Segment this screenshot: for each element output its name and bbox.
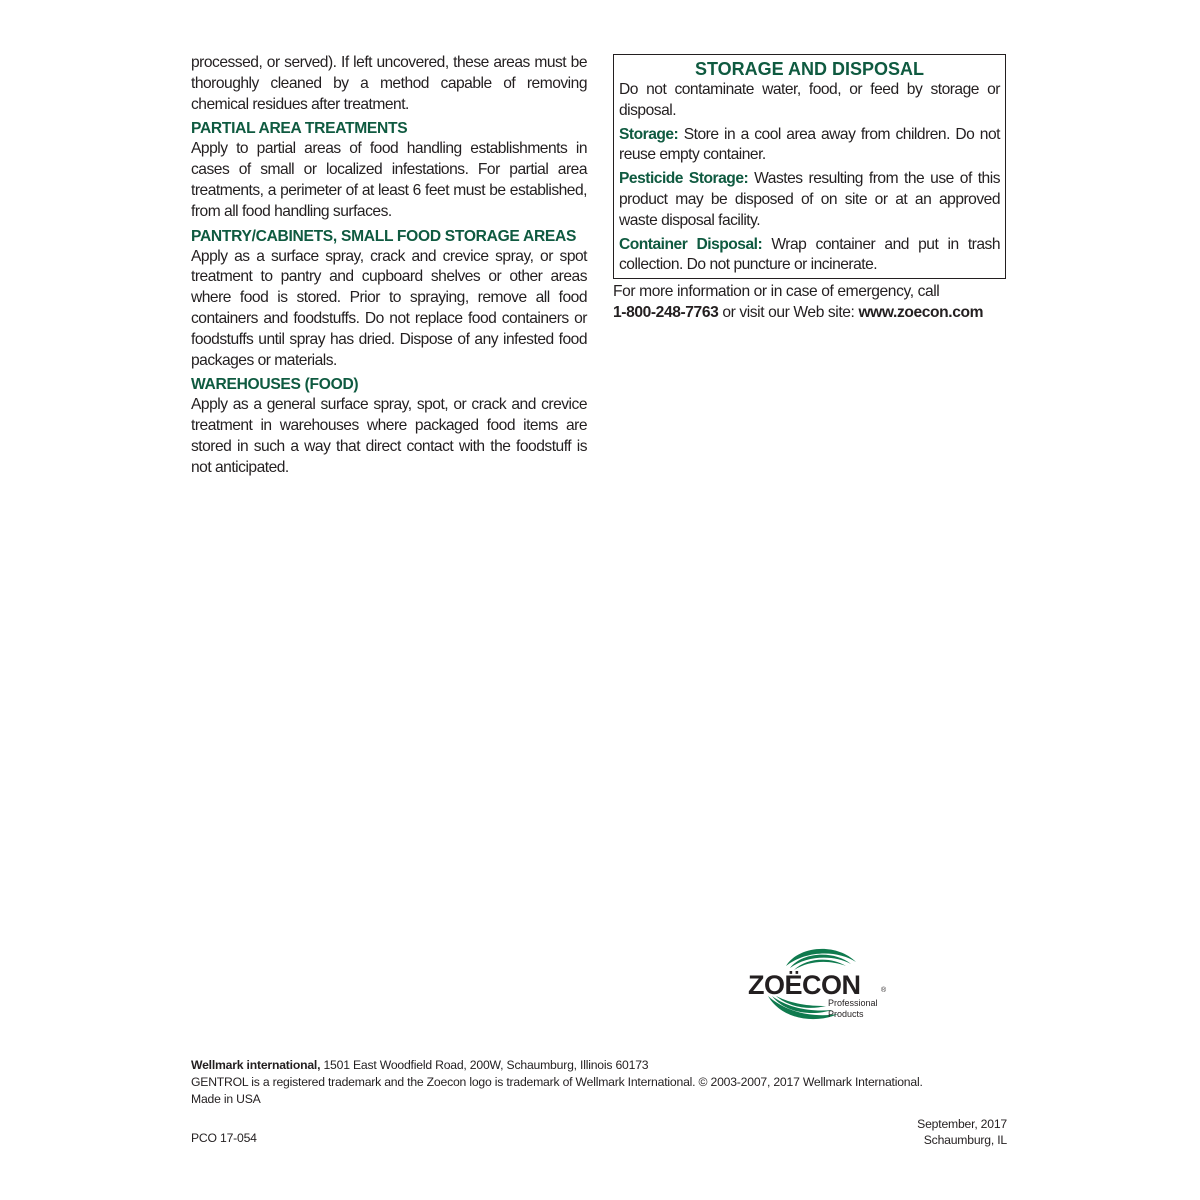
storage-intro: Do not contaminate water, food, or feed by storage or disposal. — [619, 81, 1000, 119]
storage-disposal-title: STORAGE AND DISPOSAL — [694, 59, 925, 79]
footer — [191, 1057, 1011, 1108]
logo-sub2: Products — [828, 1009, 864, 1019]
section-body-warehouses: Apply as a general surface spray, spot, or crack and crevice treatment in warehouses where packaged food items are stored in such a way that direct contact with the foodstuff is not anticipated. — [191, 396, 587, 476]
product-code: PCO 17-054 — [191, 1131, 257, 1145]
contact-info — [613, 281, 1033, 323]
storage-disposal-box — [613, 54, 1006, 279]
footer-company: Wellmark international, — [191, 1058, 321, 1072]
section-body-pantry: Apply as a surface spray, crack and crevice spray, or spot treatment to pantry and cupboard shelves or other areas where food is stored. Prior to spraying, remove all food containers and foodstuffs. Do not replace food containers or foodstuffs until spray has dried. Dispose of any infested food packages or materials. — [191, 247, 587, 369]
logo-sub1: Professional — [828, 998, 878, 1008]
contact-mid: or visit our Web site: — [718, 304, 859, 321]
container-text: Wrap container and put in trash collection. Do not puncture or incinerate. — [619, 235, 1000, 274]
storage-paragraph — [619, 125, 1000, 167]
date-location — [917, 1116, 1007, 1148]
contact-line2 — [613, 302, 1033, 323]
footer-location: Schaumburg, IL — [923, 1133, 1007, 1147]
footer-address: 1501 East Woodfield Road, 200W, Schaumburg, Illinois 60173 — [320, 1058, 649, 1072]
section-heading-warehouses: WAREHOUSES (FOOD) — [191, 376, 359, 394]
footer-address-line — [191, 1057, 1011, 1074]
storage-label: Storage: — [619, 125, 679, 143]
section-body-partial-area: Apply to partial areas of food handling establishments in cases of small or localized infestations. For partial area treatments, a perimeter of at least 6 feet must be established, from all food handling surfaces. — [191, 140, 587, 220]
phone-number[interactable]: 1-800-248-7763 — [613, 304, 719, 321]
pesticide-text: Wastes resulting from the use of this product may be disposed of on site or at an approved waste disposal facility. — [619, 170, 1000, 229]
logo-brand: ZOËCON — [748, 970, 861, 1000]
storage-text: Store in a cool area away from children. Do not reuse empty container. — [619, 125, 1000, 164]
section-heading-pantry: PANTRY/CABINETS, SMALL FOOD STORAGE AREAS — [191, 227, 577, 245]
footer-date: September, 2017 — [917, 1117, 1007, 1131]
left-column — [191, 53, 587, 479]
website-link[interactable]: www.zoecon.com — [858, 304, 984, 321]
logo-registered: ® — [881, 987, 887, 994]
pesticide-label: Pesticide Storage: — [619, 170, 749, 188]
pesticide-paragraph — [619, 169, 1000, 231]
intro-paragraph: processed, or served). If left uncovered, these areas must be thoroughly cleaned by a method capable of removing chemical residues after treatment. — [191, 54, 587, 113]
footer-trademark: GENTROL is a registered trademark and the Zoecon logo is trademark of Wellmark International. © 2003-2007, 2017 Wellmark International. — [191, 1075, 923, 1089]
container-label: Container Disposal: — [619, 235, 763, 253]
contact-line1: For more information or in case of emergency, call — [613, 283, 940, 300]
container-paragraph — [619, 235, 1000, 277]
zoecon-logo — [748, 944, 898, 1024]
section-heading-partial-area: PARTIAL AREA TREATMENTS — [191, 120, 408, 138]
footer-made-in: Made in USA — [191, 1092, 261, 1106]
